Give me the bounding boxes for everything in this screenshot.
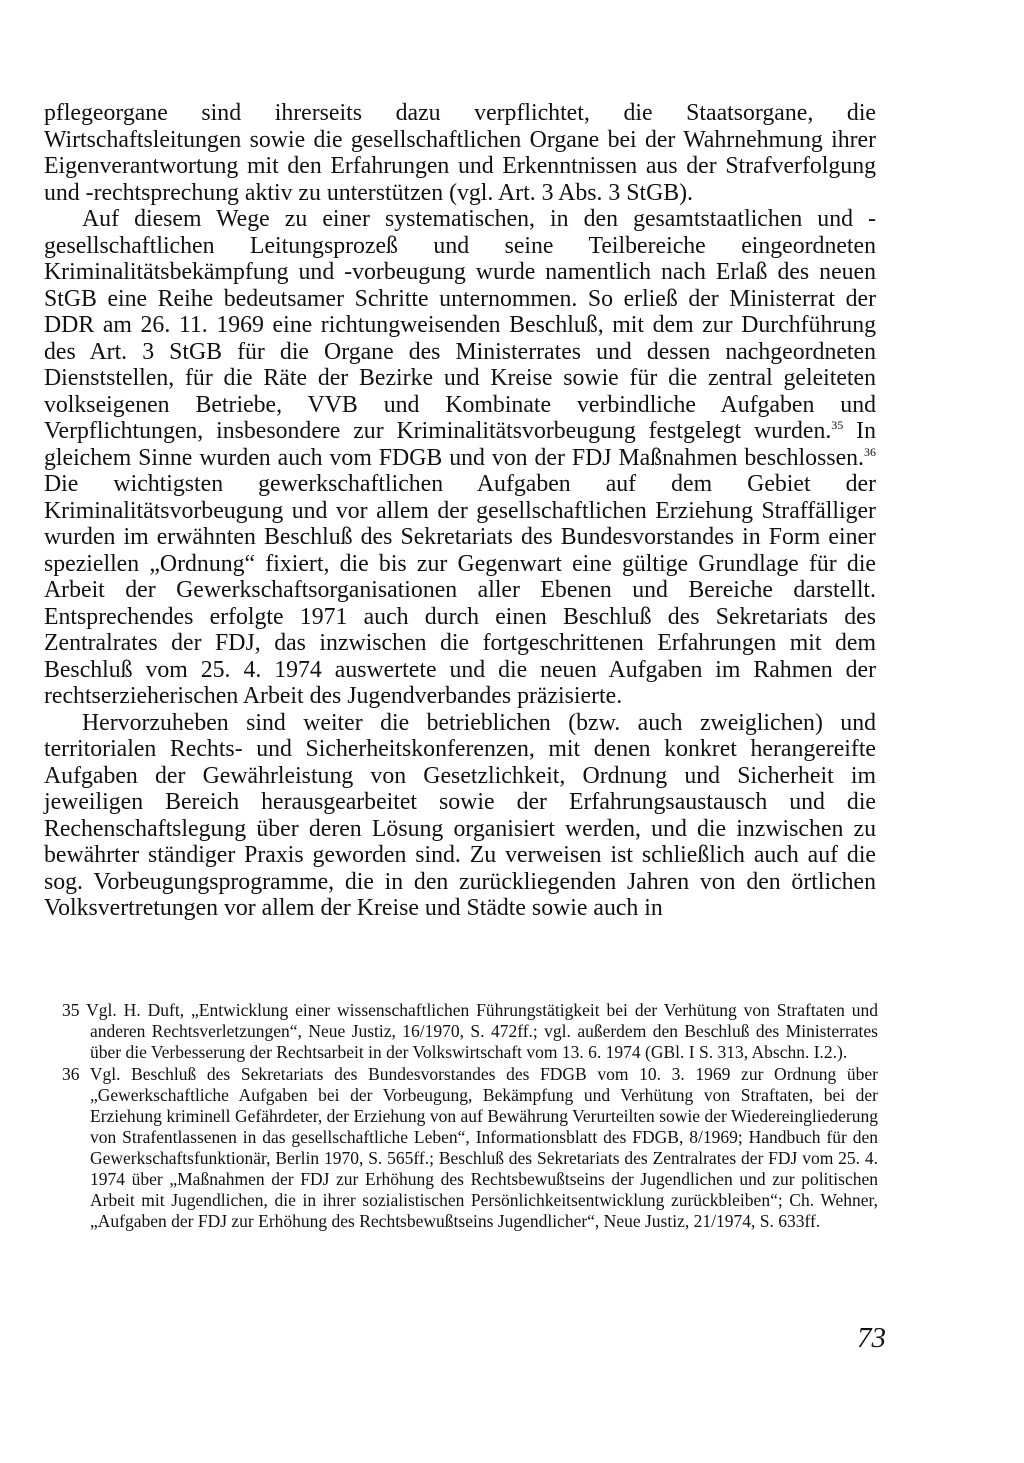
- paragraph-text: Auf diesem Wege zu einer systematischen, in den gesamtstaatlichen und -gesellschaftlichen Leitungsprozeß und seine Teilbereiche eingeordneten Kriminalitätsbekämpfung und -vorbeugung wurde namentlich nach Erlaß des neuen StGB eine Reihe bedeutsamer Schritte unternommen. So erließ der Ministerrat der DDR am 26. 11. 1969 eine richtungweisenden Beschluß, mit dem zur Durchführung des Art. 3 StGB für die Organe des Ministerrates und dessen nachgeordneten Dienststellen, für die Räte der Bezirke und Kreise sowie für die zentral geleiteten volkseigenen Betriebe, VVB und Kombinate verbindliche Aufgaben und Verpflichtungen, insbesondere zur Kriminalitätsvorbeugung festgelegt wurden.: [44, 206, 876, 444]
- footnote-text: Vgl. H. Duft, „Entwicklung einer wissenschaftlichen Führungstätigkeit bei der Verhütung von Straftaten und anderen Rechtsverletzungen“, Neue Justiz, 16/1970, S. 472ff.; vgl. außerdem den Beschluß des Ministerrates über die Verbesserung der Rechtsarbeit in der Volkswirtschaft vom 13. 6. 1974 (GBl. I S. 313, Abschn. I.2.).: [86, 1000, 879, 1062]
- footnotes: [62, 1000, 878, 1233]
- paragraph-text: Die wichtigsten gewerkschaftlichen Aufgaben auf dem Gebiet der Kriminalitätsvorbeugung und vor allem der gesellschaftlichen Erziehung Straffälliger wurden im erwähnten Beschluß des Sekretariats des Bundesvorstandes in Form einer speziellen „Ordnung“ fixiert, die bis zur Gegenwart eine gültige Grundlage für die Arbeit der Gewerkschaftsorganisationen aller Ebenen und Bereiche darstellt. Entsprechendes erfolgte 1971 auch durch einen Beschluß des Sekretariats des Zentralrates der FDJ, das inzwischen die fortgeschrittenen Erfahrungen mit dem Beschluß vom 25. 4. 1974 auswertete und die neuen Aufgaben im Rahmen der rechtserzieherischen Arbeit des Jugendverbandes präzisierte.: [44, 471, 876, 709]
- footnote-ref-36[interactable]: 36: [864, 444, 876, 459]
- page-number: 73: [857, 1322, 886, 1354]
- paragraph-text: In gleichem Sinne wurden auch vom FDGB und von der FDJ Maßnahmen beschlossen.: [44, 418, 876, 471]
- footnote-number: 36: [62, 1064, 80, 1084]
- paragraph: [44, 710, 876, 922]
- paragraph: [44, 206, 876, 710]
- paragraph: [44, 100, 876, 206]
- paragraph-text: Hervorzuheben sind weiter die betrieblichen (bzw. auch zweiglichen) und territorialen Rechts- und Sicherheitskonferenzen, mit denen konkret herangereifte Aufgaben der Gewährleistung von Gesetzlichkeit, Ordnung und Sicherheit im jeweiligen Bereich herausgearbeitet sowie der Erfahrungsaustausch und die Rechenschaftslegung über deren Lösung organisiert werden, und die inzwischen zu bewährter ständiger Praxis geworden sind. Zu verweisen ist schließlich auch auf die sog. Vorbeugungsprogramme, die in den zurückliegenden Jahren von den örtlichen Volksvertretungen vor allem der Kreise und Städte sowie auch in: [44, 709, 876, 921]
- paragraph-text: pflegeorgane sind ihrerseits dazu verpflichtet, die Staatsorgane, die Wirtschaftsleitungen sowie die gesellschaftlichen Organe bei der Wahrnehmung ihrer Eigenverantwortung mit den Erfahrungen und Erkenntnissen aus der Strafverfolgung und -rechtsprechung aktiv zu unterstützen (vgl. Art. 3 Abs. 3 StGB).: [44, 100, 876, 206]
- main-text: [44, 100, 876, 922]
- footnote-35: [62, 1000, 878, 1063]
- footnote-ref-35[interactable]: 35: [831, 418, 844, 433]
- footnote-text: Vgl. Beschluß des Sekretariats des Bundesvorstandes des FDGB vom 10. 3. 1969 zur Ordnung über „Gewerkschaftliche Aufgaben bei der Vorbeugung, Bekämpfung und Verhütung von Straftaten, bei der Erziehung kriminell Gefährdeter, der Erziehung von auf Bewährung Verurteilten sowie der Wiedereingliederung von Strafentlassenen in das gesellschaftliche Leben“, Informationsblatt des FDGB, 8/1969; Handbuch für den Gewerkschaftsfunktionär, Berlin 1970, S. 565ff.; Beschluß des Sekretariats des Zentralrates der FDJ vom 25. 4. 1974 über „Maßnahmen der FDJ zur Erhöhung des Rechtsbewußtseins der Jugendlichen und zur politischen Arbeit mit Jugendlichen, die in ihrer sozialistischen Persönlichkeitsentwicklung zurückbleiben“; Ch. Wehner, „Aufgaben der FDJ zur Erhöhung des Rechtsbewußtseins Jugendlicher“, Neue Justiz, 21/1974, S. 633ff.: [89, 1064, 879, 1231]
- footnote-number: 35: [62, 1000, 80, 1020]
- footnote-36: [62, 1064, 878, 1232]
